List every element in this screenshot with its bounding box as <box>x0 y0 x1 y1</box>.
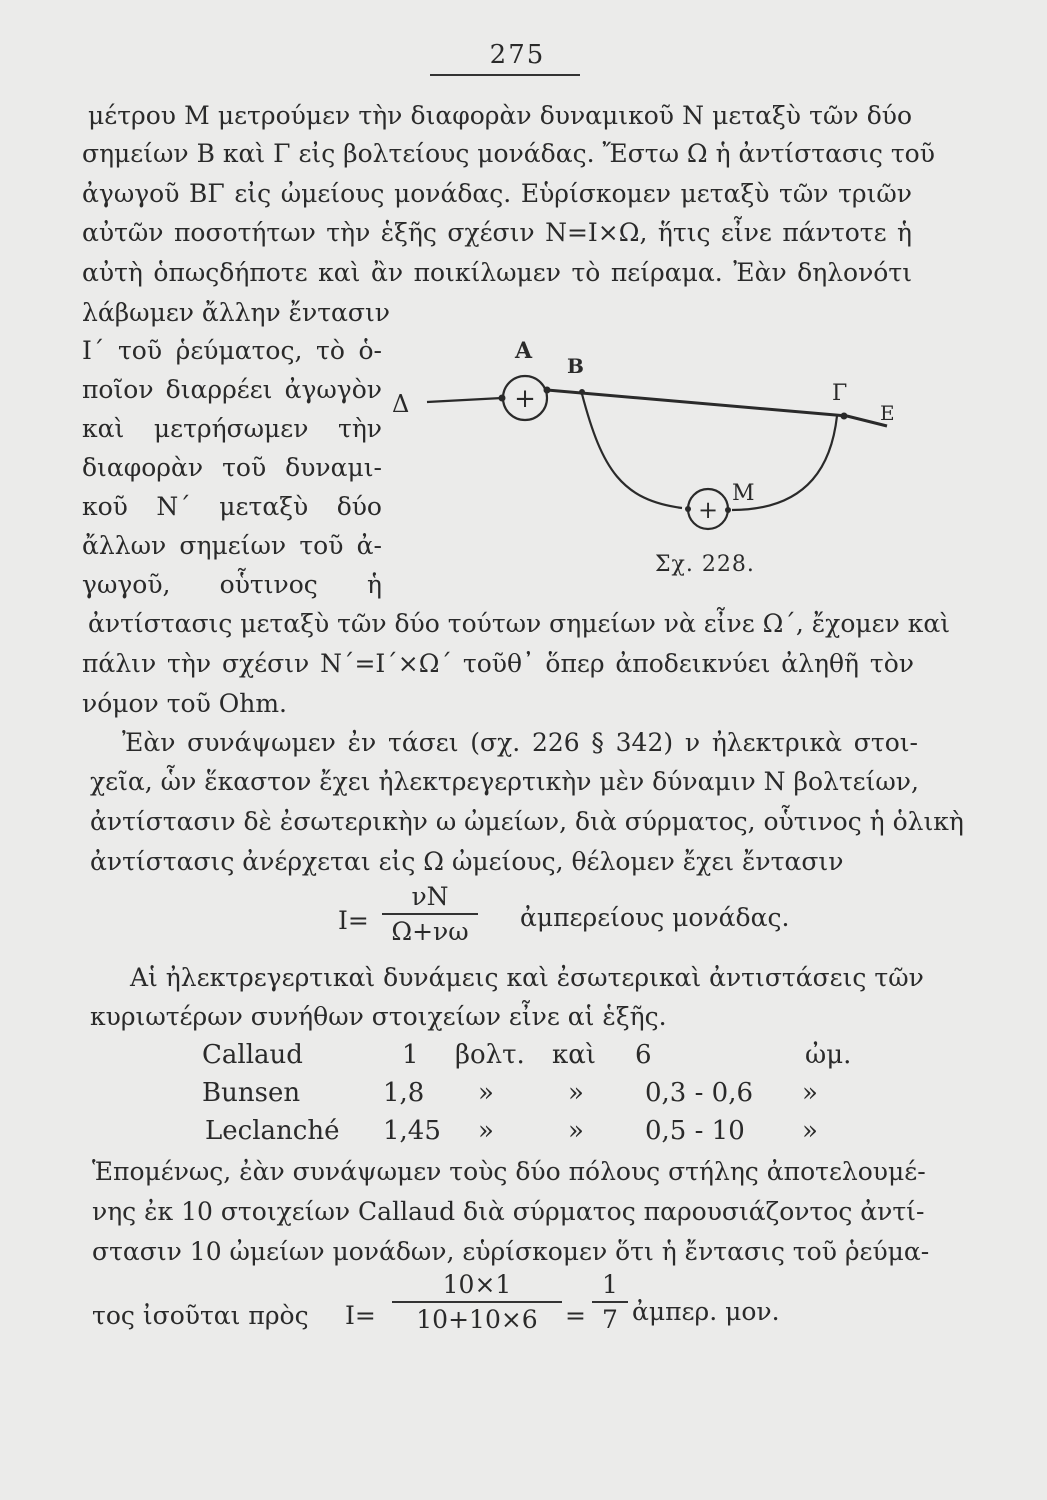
text-line: αὐτῶν ποσοτήτων τὴν ἑξῆς σχέσιν Ν=Ι×Ω, ἥτις εἶνε πάντοτε ἡ <box>82 218 912 247</box>
text-line: γωγοῦ, οὗτινος ἡ <box>82 570 382 599</box>
formula1-denominator: Ω+νω <box>391 917 469 946</box>
text-line: πάλιν τὴν σχέσιν Ν΄=Ι΄×Ω΄ τοῦθ᾽ ὅπερ ἀποδεικνύει ἀληθῆ τὸν <box>82 649 914 678</box>
formula1-fraction <box>382 882 478 946</box>
text-line: ποῖον διαρρέει ἀγωγὸν <box>82 375 382 404</box>
table-cell-name: Callaud <box>202 1040 303 1070</box>
table-cell-unit: » <box>478 1116 494 1146</box>
text-line: ἀντίστασις μεταξὺ τῶν δύο τούτων σημείων νὰ εἶνε Ω΄, ἔχομεν καὶ <box>88 609 951 638</box>
text-line: διαφορὰν τοῦ δυναμι- <box>82 453 382 482</box>
label-m: M <box>732 481 755 506</box>
text-line: νόμον τοῦ Ohm. <box>82 689 287 718</box>
table-cell-emf: 1,8 <box>383 1078 425 1108</box>
text-line: λάβωμεν ἄλλην ἔντασιν <box>82 298 390 327</box>
formula1-numerator: νN <box>411 882 449 911</box>
label-b: B <box>567 354 584 378</box>
table-cell-res-unit: ὠμ. <box>805 1040 852 1070</box>
fraction-bar <box>382 913 478 915</box>
text-line: ἀντίστασιν δὲ ἐσωτερικὴν ω ὠμείων, διὰ σύρματος, οὗτινος ἡ ὁλικὴ <box>90 807 964 836</box>
table-cell-unit: βολτ. <box>455 1040 525 1070</box>
text-line: Ἑπομένως, ἐὰν συνάψωμεν τοὺς δύο πόλους στήλης ἀποτελουμέ- <box>92 1157 926 1186</box>
text-line: χεῖα, ὧν ἕκαστον ἔχει ἠλεκτρεγερτικὴν μὲν δύναμιν Ν βολτείων, <box>90 767 919 796</box>
table-cell-name: Bunsen <box>202 1078 301 1108</box>
formula2-numerator-2: 1 <box>602 1270 618 1299</box>
meter-plus-label: + <box>697 496 719 524</box>
text-line: ἀντίστασις ἀνέρχεται εἰς Ω ὠμείους, θέλομεν ἔχει ἔντασιν <box>90 847 844 876</box>
table-cell-and: » <box>568 1116 584 1146</box>
table-cell-name: Leclanché <box>205 1116 340 1146</box>
table-cell-emf: 1,45 <box>383 1116 441 1146</box>
formula2-fraction-2 <box>592 1270 628 1334</box>
formula2-prefix: τος ἰσοῦται πρὸς <box>92 1301 309 1330</box>
label-e: E <box>880 401 895 425</box>
label-gamma: Γ <box>832 381 848 406</box>
text-line: καὶ μετρήσωμεν τὴν <box>82 414 382 443</box>
page-number-rule <box>430 74 580 76</box>
page-number: 275 <box>489 40 546 70</box>
formula2-fraction-1 <box>392 1270 562 1334</box>
formula2-unit: ἀμπερ. μον. <box>632 1297 780 1326</box>
label-delta: Δ <box>392 390 410 418</box>
text-line: νης ἐκ 10 στοιχείων Callaud διὰ σύρματος παρουσιάζοντος ἀντί- <box>92 1197 925 1226</box>
formula2-denominator-1: 10+10×6 <box>416 1305 538 1334</box>
text-line: Ἐὰν συνάψωμεν ἐν τάσει (σχ. 226 § 342) ν ἠλεκτρικὰ στοι- <box>122 728 918 757</box>
formula2-lhs: I= <box>345 1301 376 1330</box>
fraction-bar <box>392 1301 562 1303</box>
text-line: κυριωτέρων συνήθων στοιχείων εἶνε αἱ ἑξῆς. <box>90 1002 667 1031</box>
table-cell-res: 0,3 - 0,6 <box>645 1078 754 1108</box>
text-line: Ι΄ τοῦ ῥεύματος, τὸ ὁ- <box>82 336 382 365</box>
table-cell-and: » <box>568 1078 584 1108</box>
table-cell-and: καὶ <box>552 1040 597 1070</box>
table-cell-emf: 1 <box>402 1040 419 1070</box>
table-cell-res-unit: » <box>802 1078 818 1108</box>
fraction-bar <box>592 1301 628 1303</box>
formula1-lhs: I= <box>338 906 369 935</box>
formula2-numerator-1: 10×1 <box>442 1270 512 1299</box>
table-cell-res: 6 <box>635 1040 652 1070</box>
text-line: μέτρου Μ μετρούμεν τὴν διαφορὰν δυναμικοῦ Ν μεταξὺ τῶν δύο <box>88 101 912 130</box>
formula1-unit: ἀμπερείους μονάδας. <box>520 903 790 932</box>
formula2-equals: = <box>565 1301 586 1330</box>
label-a: A <box>515 338 533 364</box>
text-line: σημείων Β καὶ Γ εἰς βολτείους μονάδας. Ἔστω Ω ἡ ἀντίστασις τοῦ <box>82 139 935 168</box>
table-cell-res-unit: » <box>802 1116 818 1146</box>
text-line: κοῦ Ν΄ μεταξὺ δύο <box>82 492 382 521</box>
text-line: Αἱ ἠλεκτρεγερτικαὶ δυνάμεις καὶ ἐσωτερικαὶ ἀντιστάσεις τῶν <box>130 963 924 992</box>
text-line: ἀγωγοῦ ΒΓ εἰς ὠμείους μονάδας. Εὑρίσκομεν μεταξὺ τῶν τριῶν <box>82 179 912 208</box>
text-line: στασιν 10 ὠμείων μονάδων, εὑρίσκομεν ὅτι ἡ ἔντασις τοῦ ῥεύμα- <box>92 1237 930 1266</box>
table-cell-unit: » <box>478 1078 494 1108</box>
figure-caption: Σχ. 228. <box>655 552 755 577</box>
formula2-denominator-2: 7 <box>602 1305 618 1334</box>
table-cell-res: 0,5 - 10 <box>645 1116 745 1146</box>
battery-plus-label: + <box>514 384 536 414</box>
text-line: ἄλλων σημείων τοῦ ἀ- <box>82 531 382 560</box>
text-line: αὐτὴ ὁπωςδήποτε καὶ ἂν ποικίλωμεν τὸ πείραμα. Ἐὰν δηλονότι <box>82 258 912 287</box>
